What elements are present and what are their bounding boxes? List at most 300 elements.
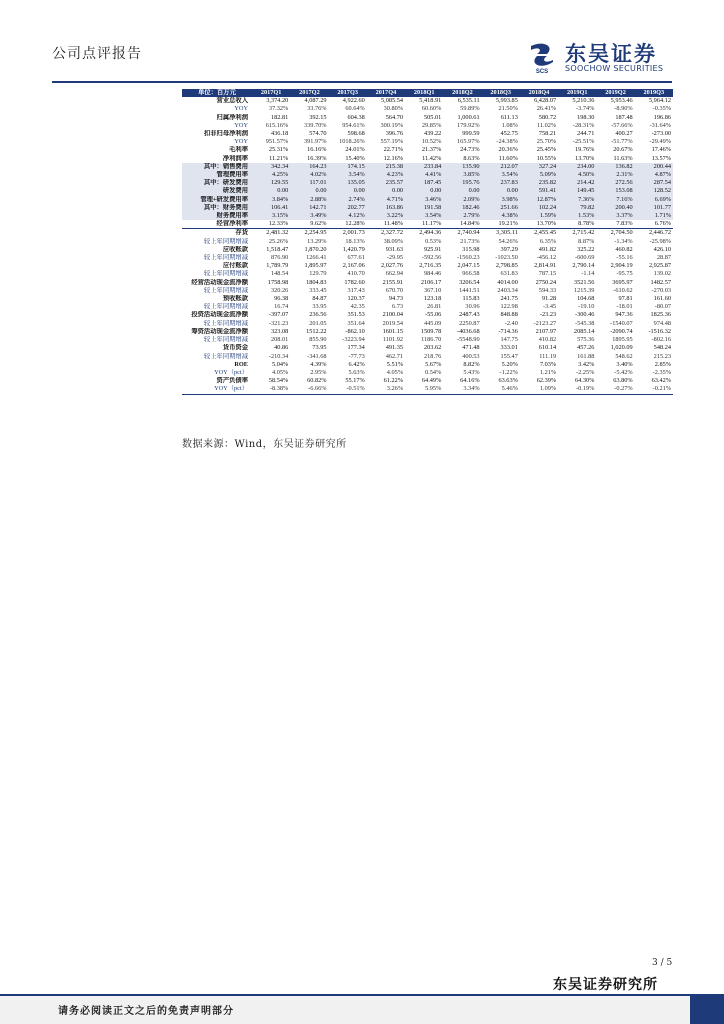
table-cell: 6,428.07 [534, 97, 557, 105]
column-header: 2019Q3 [635, 89, 673, 97]
row-label: YOY [234, 105, 248, 113]
table-cell: 24.73% [460, 146, 480, 154]
table-cell: 200.40 [596, 204, 634, 212]
table-cell: -29.49% [649, 138, 671, 146]
table-cell: 2106.17 [420, 278, 442, 286]
table-row [182, 270, 673, 278]
table-cell: -321.23 [268, 319, 289, 327]
table-cell: 191.58 [405, 204, 443, 212]
table-cell: -0.27% [596, 385, 634, 394]
table-cell: 1441.51 [459, 286, 480, 294]
table-cell: 491.35 [385, 344, 404, 352]
table-cell: 604.38 [347, 113, 365, 121]
table-cell: -5548.90 [457, 336, 480, 344]
table-cell: 5,993.85 [495, 97, 518, 105]
table-row [182, 179, 673, 187]
table-row [182, 138, 673, 146]
row-label: 其中：财务费用 [182, 204, 252, 212]
table-row [182, 336, 673, 344]
table-cell: 37.32% [268, 105, 289, 113]
table-cell: 135.05 [329, 179, 367, 187]
table-cell: 1,870.20 [304, 245, 327, 253]
table-cell: -1023.50 [495, 254, 518, 262]
table-cell: 974.48 [653, 319, 671, 327]
table-cell: 333.01 [500, 344, 518, 352]
table-cell: 60.64% [345, 105, 365, 113]
table-cell: 4.05% [386, 368, 404, 376]
table-cell: 129.79 [309, 270, 327, 278]
table-cell: 4.05% [272, 368, 289, 376]
table-cell: -3223.94 [342, 336, 365, 344]
table-cell: 21.73% [460, 237, 480, 245]
table-row [182, 295, 673, 303]
table-cell: 471.48 [462, 344, 480, 352]
table-cell: 6.73 [392, 303, 404, 311]
table-cell: 4.71% [367, 196, 405, 204]
table-cell: 1,420.79 [342, 245, 365, 253]
table-cell: 200.44 [635, 163, 673, 171]
table-cell: 16.39% [307, 154, 327, 162]
table-cell: 2085.14 [573, 327, 595, 335]
table-cell: 33.76% [307, 105, 327, 113]
table-cell: 182.46 [443, 204, 481, 212]
table-cell: 4.50% [558, 171, 596, 179]
table-cell: 241.75 [500, 295, 518, 303]
table-cell: 2,027.76 [381, 262, 404, 270]
table-cell: 64.49% [421, 377, 442, 385]
table-cell: 966.58 [462, 270, 480, 278]
table-cell: 5,210.36 [572, 97, 595, 105]
table-cell: -51.77% [611, 138, 633, 146]
table-cell: 662.94 [385, 270, 404, 278]
row-label: YOY（pct） [182, 385, 252, 394]
row-label: 投资活动现金流净额 [191, 311, 248, 319]
table-cell: 195.76 [443, 179, 481, 187]
table-cell: 3.54% [329, 171, 367, 179]
table-row [182, 187, 673, 195]
table-cell: 6.76% [654, 220, 671, 228]
table-cell: -397.07 [268, 311, 289, 319]
row-label: 货币资金 [222, 344, 248, 352]
column-header: 2018Q4 [520, 89, 558, 97]
table-cell: 5.43% [463, 368, 480, 376]
table-cell: 1,789.79 [266, 262, 289, 270]
table-cell: -18.01 [616, 303, 633, 311]
table-cell: 351.53 [347, 311, 365, 319]
table-cell: 163.86 [367, 204, 405, 212]
table-cell: 12.16% [383, 154, 404, 162]
table-cell: 397.29 [500, 245, 518, 253]
table-cell: 244.71 [577, 130, 595, 138]
table-cell: 3.15% [252, 212, 290, 220]
table-cell: 2,798.85 [495, 262, 518, 270]
table-cell: 591.41 [520, 187, 558, 195]
table-cell: 457.26 [577, 344, 595, 352]
table-header-row [182, 89, 673, 97]
table-cell: 26.41% [536, 105, 557, 113]
table-row [182, 146, 673, 154]
table-cell: 84.87 [312, 295, 327, 303]
table-cell: 96.38 [274, 295, 289, 303]
table-cell: 64.16% [460, 377, 480, 385]
table-cell: 28.87 [656, 254, 671, 262]
table-row [182, 385, 673, 394]
column-header: 2018Q1 [405, 89, 443, 97]
table-cell: 3695.97 [612, 278, 633, 286]
table-cell: 548.62 [615, 352, 633, 360]
table-cell: 1482.57 [650, 278, 671, 286]
table-cell: 3.49% [290, 212, 328, 220]
table-cell: 426.10 [653, 245, 671, 253]
table-row [182, 369, 673, 377]
table-cell: -610.62 [613, 286, 633, 294]
table-cell: 333.45 [309, 286, 327, 294]
row-label: 资产负债率 [216, 377, 248, 385]
table-cell: 165.97% [457, 138, 480, 146]
table-cell: -6.66% [290, 385, 328, 394]
table-cell: 410.70 [347, 270, 365, 278]
table-cell: 3.37% [596, 212, 634, 220]
table-cell: 1.09% [520, 385, 558, 394]
report-type-label: 公司点评报告 [52, 46, 142, 62]
table-cell: -0.19% [558, 385, 596, 394]
table-cell: -31.64% [649, 121, 671, 129]
table-cell: 367.10 [424, 286, 442, 294]
table-cell: 94.73 [388, 295, 404, 303]
table-cell: 2,047.15 [457, 262, 480, 270]
table-cell: 339.70% [303, 121, 327, 129]
table-cell: 135.90 [443, 163, 481, 171]
table-cell: -545.38 [574, 319, 595, 327]
table-cell: 203.62 [424, 344, 442, 352]
table-row [182, 287, 673, 295]
financial-table-container [182, 89, 673, 395]
table-cell: 13.57% [651, 154, 671, 162]
table-cell: 73.95 [312, 344, 327, 352]
table-cell: 117.01 [290, 179, 328, 187]
table-cell: 439.22 [424, 130, 442, 138]
table-cell: 2,715.42 [558, 229, 596, 238]
table-body [182, 97, 673, 394]
table-row [182, 353, 673, 361]
table-cell: 202.77 [329, 204, 367, 212]
table-row [182, 377, 673, 385]
footer-disclaimer: 请务必阅读正文之后的免责声明部分 [58, 1006, 234, 1017]
table-cell: 400.53 [462, 352, 480, 360]
table-cell: 235.82 [520, 179, 558, 187]
table-cell: 13.29% [307, 237, 327, 245]
table-cell: 3,374.20 [266, 97, 289, 105]
table-cell: 4.38% [482, 212, 520, 220]
table-cell: -23.23 [539, 311, 557, 319]
table-cell: 115.83 [462, 295, 480, 303]
table-cell: 6.69% [635, 196, 673, 204]
table-cell: 594.33 [538, 286, 557, 294]
table-cell: 208.01 [270, 336, 289, 344]
table-cell: 5.20% [501, 360, 518, 368]
table-cell: 287.54 [635, 179, 673, 187]
table-cell: -592.56 [421, 254, 442, 262]
table-cell: 3,305.11 [482, 229, 520, 238]
table-cell: 1.59% [520, 212, 558, 220]
table-cell: 5.63% [348, 368, 365, 376]
table-cell: 111.19 [539, 352, 557, 360]
table-cell: 215.38 [367, 163, 405, 171]
table-cell: 11.42% [422, 154, 442, 162]
table-cell: 12.87% [520, 196, 558, 204]
row-label: 研发费用 [182, 187, 252, 195]
table-cell: 2.09% [443, 196, 481, 204]
table-cell: -1516.32 [648, 327, 671, 335]
row-label: 经营活动现金流净额 [191, 278, 248, 286]
table-cell: 452.75 [500, 130, 518, 138]
table-cell: 7.16% [596, 196, 634, 204]
table-cell: 17.46% [651, 146, 671, 154]
table-cell: 161.88 [577, 352, 595, 360]
table-cell: 2250.87 [459, 319, 480, 327]
table-cell: 9.62% [310, 220, 327, 228]
table-row [182, 229, 673, 238]
table-cell: -2.25% [576, 368, 595, 376]
table-cell: 62.39% [536, 377, 557, 385]
table-cell: 0.53% [425, 237, 442, 245]
row-label: YOY [234, 121, 248, 129]
table-cell: 325.22 [577, 245, 595, 253]
table-cell: 18.13% [345, 237, 365, 245]
row-label: 较上年同期增减 [203, 352, 248, 360]
table-cell: 155.47 [500, 352, 518, 360]
table-cell: 410.82 [538, 336, 557, 344]
table-cell: 235.57 [367, 179, 405, 187]
table-cell: 3.54% [405, 212, 443, 220]
table-cell: 11.63% [613, 154, 633, 162]
table-cell: 63.80% [613, 377, 633, 385]
table-cell: -1.14 [581, 270, 595, 278]
table-cell: -55.16 [616, 254, 633, 262]
table-cell: 947.36 [615, 311, 633, 319]
table-cell: 392.15 [309, 113, 327, 121]
table-row [182, 163, 673, 171]
table-cell: 2,814.91 [534, 262, 557, 270]
row-label: 其中：研发费用 [182, 179, 252, 187]
row-label: 扣非归母净利润 [203, 130, 248, 138]
table-cell: 0.00 [482, 187, 520, 195]
table-cell: 236.56 [309, 311, 327, 319]
table-cell: 1,000.61 [457, 113, 480, 121]
table-cell: 574.70 [309, 130, 327, 138]
table-cell: 4.23% [367, 171, 405, 179]
table-cell: 391.97% [303, 138, 327, 146]
table-cell: 615.16% [265, 121, 289, 129]
table-cell: 984.46 [424, 270, 442, 278]
table-cell: 11.02% [536, 121, 557, 129]
table-cell: -57.66% [611, 121, 633, 129]
table-cell: 1825.36 [650, 311, 671, 319]
column-header: 2019Q1 [558, 89, 596, 97]
table-cell: 1.21% [539, 368, 557, 376]
table-cell: 1804.83 [306, 278, 327, 286]
table-cell: 5.95% [405, 385, 443, 394]
table-cell: 174.15 [329, 163, 367, 171]
table-cell: 3.85% [443, 171, 481, 179]
table-cell: 670.70 [385, 286, 404, 294]
table-cell: -1540.07 [610, 319, 633, 327]
table-cell: 106.41 [252, 204, 290, 212]
table-cell: 1.71% [635, 212, 673, 220]
table-cell: 580.72 [538, 113, 557, 121]
table-row [182, 114, 673, 122]
table-cell: 25.70% [536, 138, 557, 146]
table-cell: 6.42% [348, 360, 365, 368]
table-cell: 8.78% [578, 220, 595, 228]
table-cell: 30.80% [383, 105, 404, 113]
table-cell: -714.36 [498, 327, 518, 335]
table-cell: 2,327.72 [367, 229, 405, 238]
table-cell: 2,740.94 [443, 229, 481, 238]
table-cell: -862.10 [345, 327, 365, 335]
table-cell: 29.85% [421, 121, 442, 129]
table-cell: 351.64 [347, 319, 365, 327]
table-cell: 999.59 [462, 130, 480, 138]
table-cell: 1601.15 [382, 327, 404, 335]
table-cell: 25.31% [268, 146, 289, 154]
table-cell: 63.63% [498, 377, 518, 385]
table-cell: 2,904.19 [610, 262, 633, 270]
row-label: 预收账款 [222, 295, 248, 303]
table-cell: 2.88% [290, 196, 328, 204]
table-cell: 2,790.14 [572, 262, 595, 270]
table-cell: 2487.43 [459, 311, 480, 319]
table-cell: 0.00 [290, 187, 328, 195]
table-cell: 25.26% [268, 237, 289, 245]
table-cell: -25.51% [572, 138, 595, 146]
table-cell: 2.31% [596, 171, 634, 179]
table-cell: 611.13 [500, 113, 518, 121]
table-row [182, 344, 673, 352]
table-cell: 13.70% [536, 220, 557, 228]
table-cell: 3206.54 [459, 278, 480, 286]
table-cell: 491.82 [538, 245, 557, 253]
table-cell: 2,446.72 [635, 229, 673, 238]
table-cell: 218.76 [424, 352, 442, 360]
table-cell: 101.77 [635, 204, 673, 212]
table-cell: 196.86 [653, 113, 671, 121]
table-cell: 5,418.91 [419, 97, 442, 105]
column-header: 2017Q1 [252, 89, 290, 97]
table-cell: 2155.91 [382, 278, 404, 286]
table-cell: 147.75 [500, 336, 518, 344]
table-cell: 149.45 [558, 187, 596, 195]
column-header: 2018Q3 [482, 89, 520, 97]
table-cell: -2.35% [652, 368, 671, 376]
table-cell: 91.28 [541, 295, 557, 303]
table-cell: 610.14 [538, 344, 557, 352]
table-cell: 237.83 [482, 179, 520, 187]
table-cell: 234.00 [558, 163, 596, 171]
column-header: 2018Q2 [443, 89, 481, 97]
table-cell: 5.67% [425, 360, 442, 368]
table-cell: 24.01% [345, 146, 365, 154]
table-cell: -3.74% [576, 105, 595, 113]
table-row [182, 361, 673, 369]
table-row [182, 122, 673, 130]
table-cell: 187.45 [405, 179, 443, 187]
table-cell: 0.00 [367, 187, 405, 195]
table-cell: -4036.68 [457, 327, 480, 335]
table-cell: 2.95% [310, 368, 327, 376]
table-cell: 4.12% [329, 212, 367, 220]
table-cell: 8.63% [463, 154, 480, 162]
table-cell: 42.35 [350, 303, 365, 311]
table-cell: 787.15 [538, 270, 557, 278]
table-cell: 5.46% [482, 385, 520, 394]
row-label: 营业总收入 [216, 97, 248, 105]
row-label: 较上年同期增减 [203, 286, 248, 294]
table-row [182, 246, 673, 254]
table-row [182, 196, 673, 204]
table-cell: 2,925.87 [648, 262, 671, 270]
table-cell: 7.03% [539, 360, 557, 368]
table-cell: 460.82 [615, 245, 633, 253]
table-cell: -55.06 [425, 311, 442, 319]
table-cell: 3.84% [252, 196, 290, 204]
table-cell: -210.34 [268, 352, 289, 360]
table-cell: 1782.60 [344, 278, 365, 286]
table-cell: 557.19% [380, 138, 404, 146]
table-cell: 1.53% [558, 212, 596, 220]
table-cell: -3.45 [543, 303, 557, 311]
row-label: 较上年同期增减 [203, 319, 248, 327]
table-cell: 182.81 [270, 113, 289, 121]
table-cell: 14.84% [460, 220, 480, 228]
table-cell: 102.24 [520, 204, 558, 212]
table-cell: 97.81 [618, 295, 633, 303]
table-cell: 22.71% [383, 146, 404, 154]
table-cell: 142.71 [290, 204, 328, 212]
table-cell: 4,087.29 [304, 97, 327, 105]
table-cell: 300.19% [380, 121, 404, 129]
table-cell: 3.46% [405, 196, 443, 204]
table-row [182, 130, 673, 138]
table-cell: 5,953.46 [610, 97, 633, 105]
table-cell: 1,518.47 [266, 245, 289, 253]
table-cell: 396.76 [385, 130, 404, 138]
table-cell: 1101.92 [382, 336, 404, 344]
table-cell: 5,964.12 [648, 97, 671, 105]
table-cell: 64.30% [574, 377, 595, 385]
table-cell: 136.82 [596, 163, 634, 171]
logo-name-zh: 东吴证券 [565, 42, 657, 66]
table-cell: 2,254.95 [290, 229, 328, 238]
row-label: 应付账款 [222, 262, 248, 270]
table-cell: 21.37% [421, 146, 442, 154]
logo-mark-text: SCS [535, 69, 549, 74]
table-cell: 129.55 [252, 179, 290, 187]
table-cell: 79.82 [558, 204, 596, 212]
table-cell: 40.86 [274, 344, 289, 352]
table-cell: -1.22% [499, 368, 518, 376]
table-cell: 233.84 [405, 163, 443, 171]
column-header: 2019Q2 [596, 89, 634, 97]
table-cell: 342.34 [252, 163, 290, 171]
table-cell: 120.37 [347, 295, 365, 303]
table-cell: -8.38% [252, 385, 290, 394]
table-cell: -8.90% [614, 105, 633, 113]
footer-org-name: 东吴证券研究所 [553, 977, 658, 993]
row-label: ROE [234, 360, 248, 368]
table-cell: 4,922.60 [342, 97, 365, 105]
table-cell: 215.23 [653, 352, 671, 360]
